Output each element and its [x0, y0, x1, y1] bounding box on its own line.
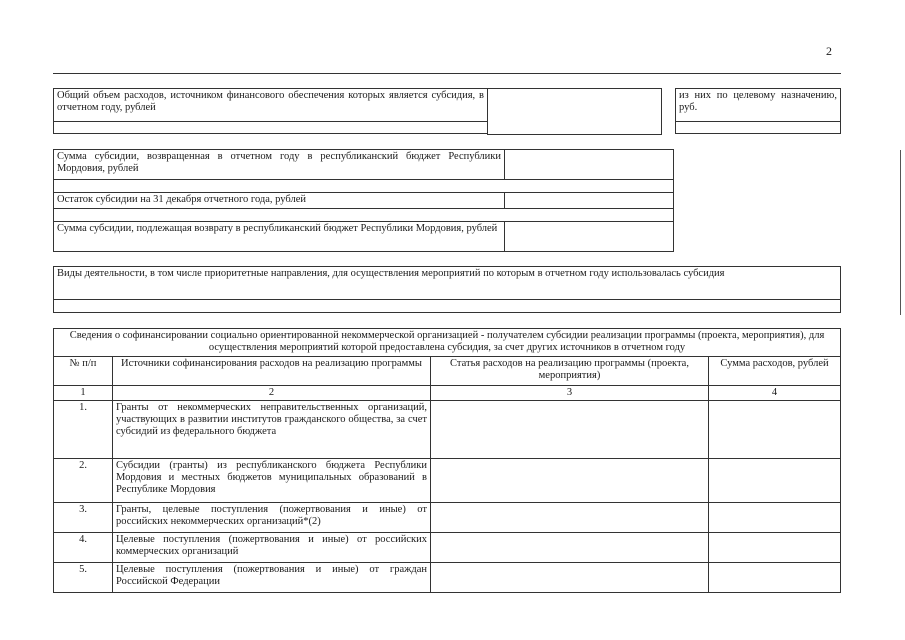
- row-article[interactable]: [431, 563, 709, 593]
- refund-due-label: Сумма субсидии, подлежащая возврату в республиканский бюджет Республики Мордовия, рублей: [54, 222, 505, 252]
- activities-table: [53, 266, 841, 313]
- table-row: [54, 503, 841, 533]
- row-article[interactable]: [431, 401, 709, 459]
- row-amount[interactable]: [709, 563, 841, 593]
- total-expenses-table: [53, 88, 488, 134]
- row-amount[interactable]: [709, 503, 841, 533]
- spacer-row: [54, 209, 674, 222]
- table-row: [54, 459, 841, 503]
- col-number-1: 1: [54, 386, 113, 401]
- row-amount[interactable]: [709, 533, 841, 563]
- col-number-3: 3: [431, 386, 709, 401]
- refund-due-value[interactable]: [505, 222, 674, 252]
- spacer-row: [54, 180, 674, 193]
- row-source: Целевые поступления (пожертвования и иные) от граждан Российской Федерации: [113, 563, 431, 593]
- col-number-2: 2: [113, 386, 431, 401]
- row-source: Целевые поступления (пожертвования и иные) от российских коммерческих организаций: [113, 533, 431, 563]
- header-amount: Сумма расходов, рублей: [709, 357, 841, 386]
- header-source: Источники софинансирования расходов на реализацию программы: [113, 357, 431, 386]
- table-row: [54, 533, 841, 563]
- blank-row: [54, 122, 488, 134]
- balance-label: Остаток субсидии на 31 декабря отчетного года, рублей: [54, 193, 505, 209]
- header-article: Статья расходов на реализацию программы (проекта, мероприятия): [431, 357, 709, 386]
- row-article[interactable]: [431, 503, 709, 533]
- page-number: 2: [826, 44, 832, 58]
- target-expenses-label: из них по целевому назначению, руб.: [676, 89, 841, 122]
- returned-subsidy-label: Сумма субсидии, возвращенная в отчетном году в республиканский бюджет Республики Мордовия, рублей: [54, 150, 505, 180]
- table-row: [54, 563, 841, 593]
- header-num: № п/п: [54, 357, 113, 386]
- scan-edge-line: [900, 150, 901, 315]
- row-source: Субсидии (гранты) из республиканского бюджета Республики Мордовия и местных бюджетов муниципальных образований в Республике Мордовия: [113, 459, 431, 503]
- row-num: 2.: [54, 459, 113, 503]
- row-num: 3.: [54, 503, 113, 533]
- row-num: 1.: [54, 401, 113, 459]
- table-row: [54, 401, 841, 459]
- row-source: Гранты, целевые поступления (пожертвования и иные) от российских некоммерческих организаций*(2): [113, 503, 431, 533]
- activities-value[interactable]: [54, 300, 841, 313]
- row-num: 4.: [54, 533, 113, 563]
- row-amount[interactable]: [709, 401, 841, 459]
- row-article[interactable]: [431, 459, 709, 503]
- activities-label: Виды деятельности, в том числе приоритетные направления, для осуществления мероприятий по которым в отчетном году использовалась субсидия: [54, 267, 841, 300]
- col-number-4: 4: [709, 386, 841, 401]
- returned-subsidy-value[interactable]: [505, 150, 674, 180]
- total-expenses-label: Общий объем расходов, источником финансового обеспечения которых является субсидия, в отчетном году, рублей: [54, 89, 488, 122]
- cofinancing-table: [53, 328, 841, 593]
- cofinancing-title: Сведения о софинансировании социально ориентированной некоммерческой организацией - получателем субсидии реализации программы (проекта, мероприятия), для осуществления мероприятий которой предоставлена субсидия, за счет других источников в отчетном году: [54, 329, 841, 357]
- subsidy-return-table: [53, 149, 674, 252]
- row-num: 5.: [54, 563, 113, 593]
- target-expenses-value[interactable]: [676, 122, 841, 134]
- row-source: Гранты от некоммерческих неправительственных организаций, участвующих в развитии институтов гражданского общества, за счет субсидий из федерального бюджета: [113, 401, 431, 459]
- top-rule: [53, 73, 841, 74]
- balance-value[interactable]: [505, 193, 674, 209]
- row-article[interactable]: [431, 533, 709, 563]
- row-amount[interactable]: [709, 459, 841, 503]
- total-expenses-value-table: [487, 88, 662, 135]
- total-expenses-value[interactable]: [488, 89, 662, 135]
- target-expenses-table: [675, 88, 841, 134]
